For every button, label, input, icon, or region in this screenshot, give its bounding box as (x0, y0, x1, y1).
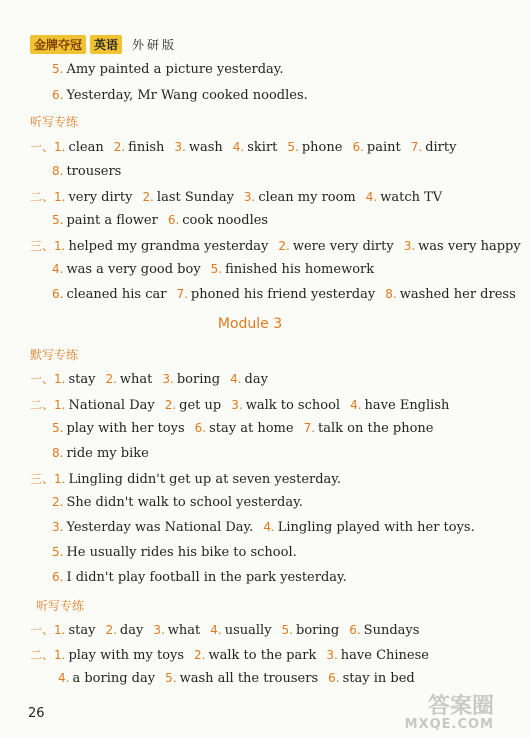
item-number: 6. (352, 140, 364, 154)
answer-text: Amy painted a picture yesterday. (66, 62, 284, 77)
item-number: 4. (263, 520, 275, 534)
brand-logo: 金牌夺冠 (30, 35, 86, 54)
answer-text: get up (179, 398, 222, 413)
item-number: 2. (105, 623, 117, 637)
section-heading: 听写专练 (36, 599, 85, 613)
item-number: 三、1. (30, 472, 66, 486)
answer-line (52, 520, 485, 535)
item-number: 7. (176, 287, 188, 301)
answer-text: stay at home (209, 421, 294, 436)
answer-text: skirt (247, 140, 278, 155)
item-number: 4. (230, 372, 242, 386)
answer-text: walk to school (245, 398, 341, 413)
answer-line (52, 495, 313, 510)
answer-text: what (167, 623, 201, 638)
item-number: 4. (232, 140, 245, 154)
answer-text: washed her dress (399, 287, 516, 302)
answer-line (52, 213, 278, 228)
answer-text: wash (188, 140, 223, 155)
answer-text: watch TV (380, 190, 443, 205)
answer-text: boring (176, 372, 221, 387)
answer-text: last Sunday (156, 190, 234, 205)
answer-line (30, 646, 439, 663)
answer-text: Lingling didn't get up at seven yesterday. (68, 472, 342, 487)
answer-text: play with my toys (68, 648, 185, 663)
watermark-sub: MXQE.COM (404, 717, 494, 732)
item-number: 2. (278, 239, 290, 253)
item-number: 3. (52, 520, 64, 534)
answer-text: clean my room (258, 190, 356, 205)
item-number: 7. (303, 421, 316, 435)
answer-text: walk to the park (208, 648, 317, 663)
item-number: 4. (350, 398, 362, 412)
item-number: 4. (58, 671, 70, 685)
answer-line (52, 262, 384, 277)
answer-text: was a very good boy (66, 262, 201, 277)
answer-text: Sundays (363, 623, 420, 638)
answer-line (52, 287, 526, 302)
answer-line (30, 138, 466, 155)
answer-text: have English (364, 398, 450, 413)
answer-text: what (119, 372, 153, 387)
answer-line (52, 446, 159, 461)
answer-text: Lingling played with her toys. (277, 520, 475, 535)
item-number: 6. (167, 213, 180, 227)
answer-text: was very happy (418, 239, 521, 254)
page-number: 26 (28, 706, 45, 721)
answer-text: Yesterday was National Day. (66, 520, 254, 535)
answer-text: He usually rides his bike to school. (66, 545, 297, 560)
item-number: 3. (174, 140, 186, 154)
answer-line (30, 621, 429, 638)
item-number: 8. (52, 446, 64, 460)
answer-text: stay in bed (342, 671, 415, 686)
answer-text: cook noodles (182, 213, 269, 228)
item-number: 一、1. (30, 372, 66, 386)
item-number: 5. (281, 623, 293, 637)
answer-text: I didn't play football in the park yesterday. (66, 570, 347, 585)
item-number: 2. (164, 398, 177, 412)
answer-text: have Chinese (340, 648, 429, 663)
answer-line (52, 88, 318, 103)
item-number: 5. (52, 62, 64, 76)
item-number: 2. (194, 648, 206, 662)
answer-text: clean (68, 140, 104, 155)
answer-text: paint a flower (66, 213, 158, 228)
answer-text: finish (128, 140, 165, 155)
item-number: 一、1. (30, 140, 66, 154)
answer-text: a boring day (72, 671, 156, 686)
answer-line (30, 396, 459, 413)
item-number: 2. (52, 495, 64, 509)
answer-text: phoned his friend yesterday (190, 287, 376, 302)
item-number: 3. (162, 372, 174, 386)
item-number: 6. (52, 287, 64, 301)
answer-line (30, 237, 531, 254)
answer-line (52, 421, 444, 436)
subject-badge: 英语 (90, 35, 122, 54)
answer-text: paint (366, 140, 401, 155)
page-header (30, 35, 177, 54)
answer-text: trousers (66, 164, 122, 179)
item-number: 5. (210, 262, 223, 276)
answer-text: usually (224, 623, 272, 638)
watermark-main: 答案圈 (427, 694, 494, 719)
edition-label: 外研版 (132, 38, 178, 52)
answer-text: wash all the trousers (179, 671, 319, 686)
item-number: 3. (403, 239, 416, 253)
watermark (404, 694, 494, 734)
answer-text: She didn't walk to school yesterday. (66, 495, 303, 510)
item-number: 2. (105, 372, 117, 386)
answer-text: very dirty (68, 190, 133, 205)
item-number: 3. (243, 190, 256, 204)
item-number: 5. (165, 671, 177, 685)
item-number: 5. (52, 421, 64, 435)
item-number: 4. (365, 190, 378, 204)
answer-text: stay (68, 372, 96, 387)
answer-text: boring (296, 623, 340, 638)
item-number: 6. (328, 671, 340, 685)
item-number: 二、1. (30, 190, 66, 204)
answer-text: day (244, 372, 268, 387)
answer-text: dirty (425, 140, 457, 155)
answer-text: ride my bike (66, 446, 149, 461)
answer-text: helped my grandma yesterday (68, 239, 269, 254)
item-number: 3. (231, 398, 243, 412)
answer-line (52, 545, 307, 560)
item-number: 6. (349, 623, 361, 637)
section-heading: 默写专练 (30, 348, 79, 362)
item-number: 5. (52, 545, 64, 559)
module-title: Module 3 (217, 316, 283, 332)
answer-text: play with her toys (66, 421, 185, 436)
answer-text: phone (301, 140, 343, 155)
item-number: 三、1. (30, 239, 66, 253)
item-number: 4. (210, 623, 222, 637)
item-number: 6. (194, 421, 207, 435)
answer-text: talk on the phone (318, 421, 434, 436)
item-number: 4. (52, 262, 64, 276)
answer-line (30, 370, 278, 387)
answer-line (52, 570, 357, 585)
answer-text: day (119, 623, 144, 638)
item-number: 6. (52, 88, 64, 102)
answer-text: National Day (68, 398, 155, 413)
item-number: 二、1. (30, 648, 66, 662)
answer-line (58, 671, 425, 686)
answer-text: finished his homework (225, 262, 375, 277)
answer-line (30, 470, 351, 487)
answer-text: stay (68, 623, 96, 638)
answer-text: cleaned his car (66, 287, 167, 302)
answer-line (30, 188, 452, 205)
item-number: 5. (287, 140, 299, 154)
item-number: 6. (52, 570, 64, 584)
item-number: 5. (52, 213, 64, 227)
answer-text: were very dirty (292, 239, 394, 254)
item-number: 3. (153, 623, 165, 637)
section-heading: 听写专练 (30, 115, 79, 129)
item-number: 7. (410, 140, 423, 154)
item-number: 8. (385, 287, 397, 301)
answer-text: Yesterday, Mr Wang cooked noodles. (66, 88, 308, 103)
item-number: 2. (142, 190, 154, 204)
answer-line (52, 164, 131, 179)
item-number: 3. (326, 648, 338, 662)
answer-line (52, 62, 294, 77)
item-number: 8. (52, 164, 64, 178)
item-number: 一、1. (30, 623, 66, 637)
item-number: 2. (113, 140, 126, 154)
item-number: 二、1. (30, 398, 66, 412)
